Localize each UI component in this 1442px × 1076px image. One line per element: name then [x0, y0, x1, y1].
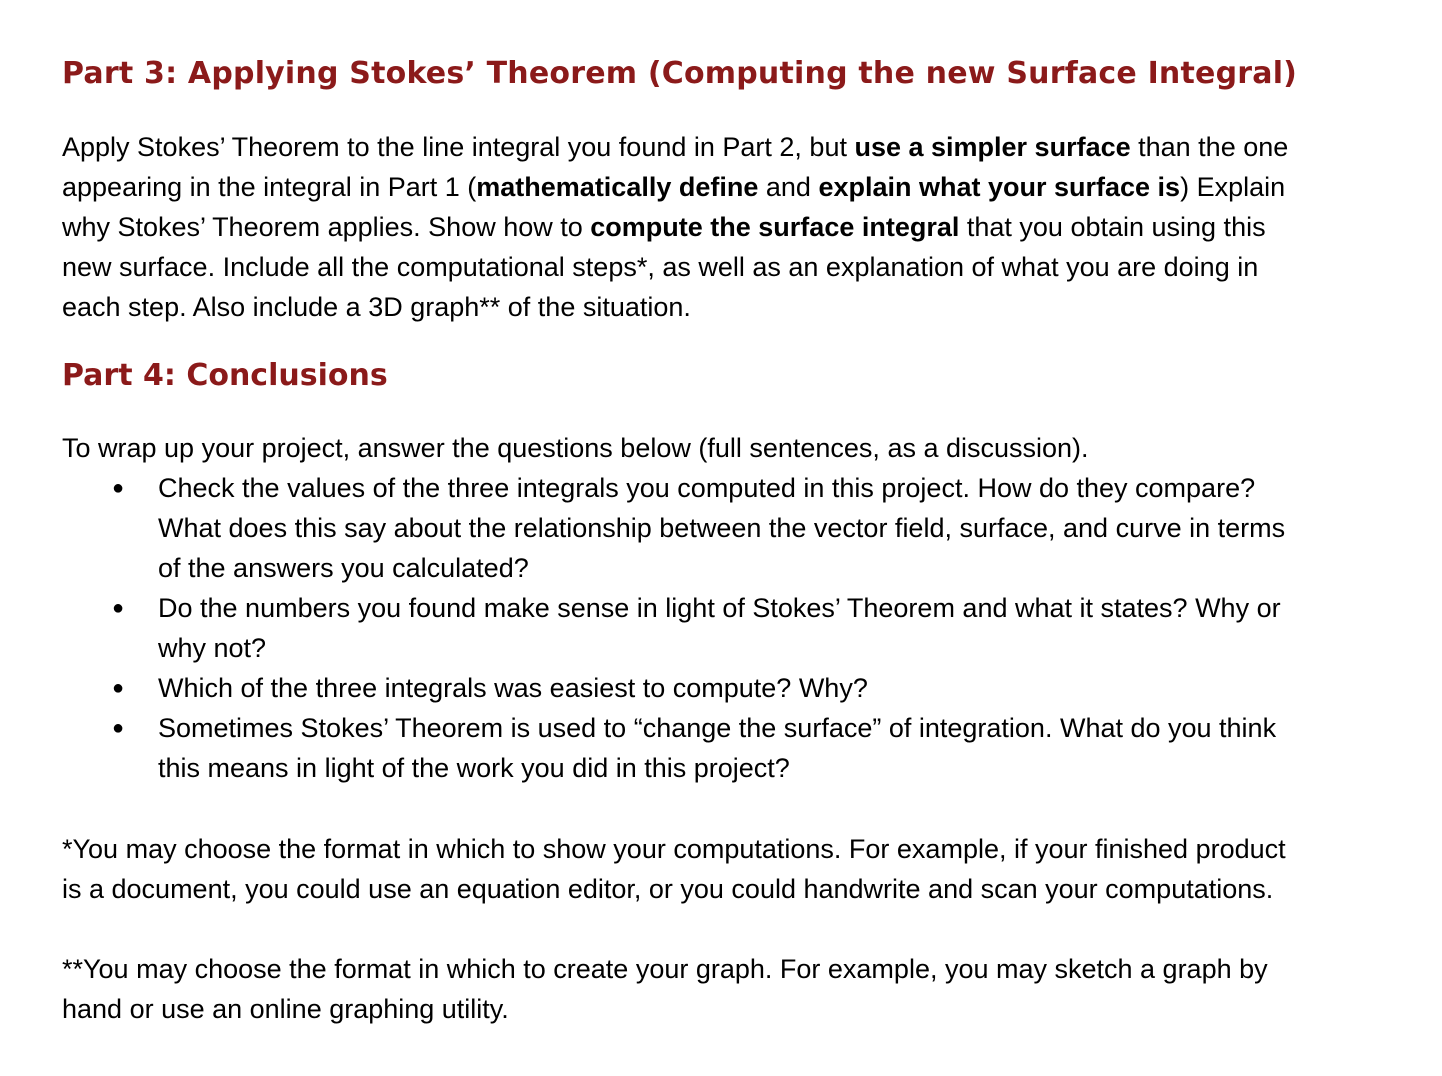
- part4-intro: To wrap up your project, answer the questions below (full sentences, as a discussion).: [62, 433, 1089, 463]
- bullet-icon: ●: [112, 717, 125, 739]
- part3-bold-simpler-surface: use a simpler surface: [854, 132, 1131, 162]
- conclusion-questions-list: [62, 468, 1312, 788]
- part3-text-2: than the one appearing in the integral in Part 1 (: [62, 132, 1289, 202]
- list-item: [62, 708, 1312, 788]
- bullet-icon: ●: [112, 477, 125, 499]
- part3-text-5: that you obtain using this new surface. Include all the computational steps*, as well as an explanation of what you are doing in each step. Also include a 3D graph** of the situation.: [62, 212, 1266, 322]
- bullet-icon: ●: [112, 677, 125, 699]
- part3-body: [62, 127, 1312, 327]
- part3-heading: Part 3: Applying Stokes’ Theorem (Computing the new Surface Integral): [62, 56, 1298, 91]
- bullet-icon: ●: [112, 597, 125, 619]
- question-text: Check the values of the three integrals you computed in this project. How do they compare? What does this say about the relationship between the vector field, surface, and curve in terms of the answers you calculated?: [158, 473, 1286, 583]
- part4-heading: Part 4: Conclusions: [62, 358, 388, 393]
- list-item: [62, 588, 1312, 668]
- part3-text-3: and: [758, 172, 819, 202]
- part3-bold-compute-integral: compute the surface integral: [590, 212, 960, 242]
- footnote-computations: *You may choose the format in which to show your computations. For example, if your finished product is a document, you could use an equation editor, or you could handwrite and scan your computations.: [62, 834, 1286, 904]
- part3-text-4: ) Explain why Stokes’ Theorem applies. Show how to: [62, 172, 1286, 242]
- part3-text-1: Apply Stokes’ Theorem to the line integral you found in Part 2, but: [62, 132, 855, 162]
- list-item: [62, 468, 1312, 588]
- question-text: Which of the three integrals was easiest to compute? Why?: [158, 673, 868, 703]
- part3-bold-explain-surface: explain what your surface is: [818, 172, 1181, 202]
- question-text: Do the numbers you found make sense in light of Stokes’ Theorem and what it states? Why or why not?: [158, 593, 1281, 663]
- footnote-graph: **You may choose the format in which to create your graph. For example, you may sketch a graph by hand or use an online graphing utility.: [62, 954, 1268, 1024]
- question-text: Sometimes Stokes’ Theorem is used to “change the surface” of integration. What do you think this means in light of the work you did in this project?: [158, 713, 1277, 783]
- part3-bold-mathematically-define: mathematically define: [476, 172, 759, 202]
- list-item: [62, 668, 1312, 708]
